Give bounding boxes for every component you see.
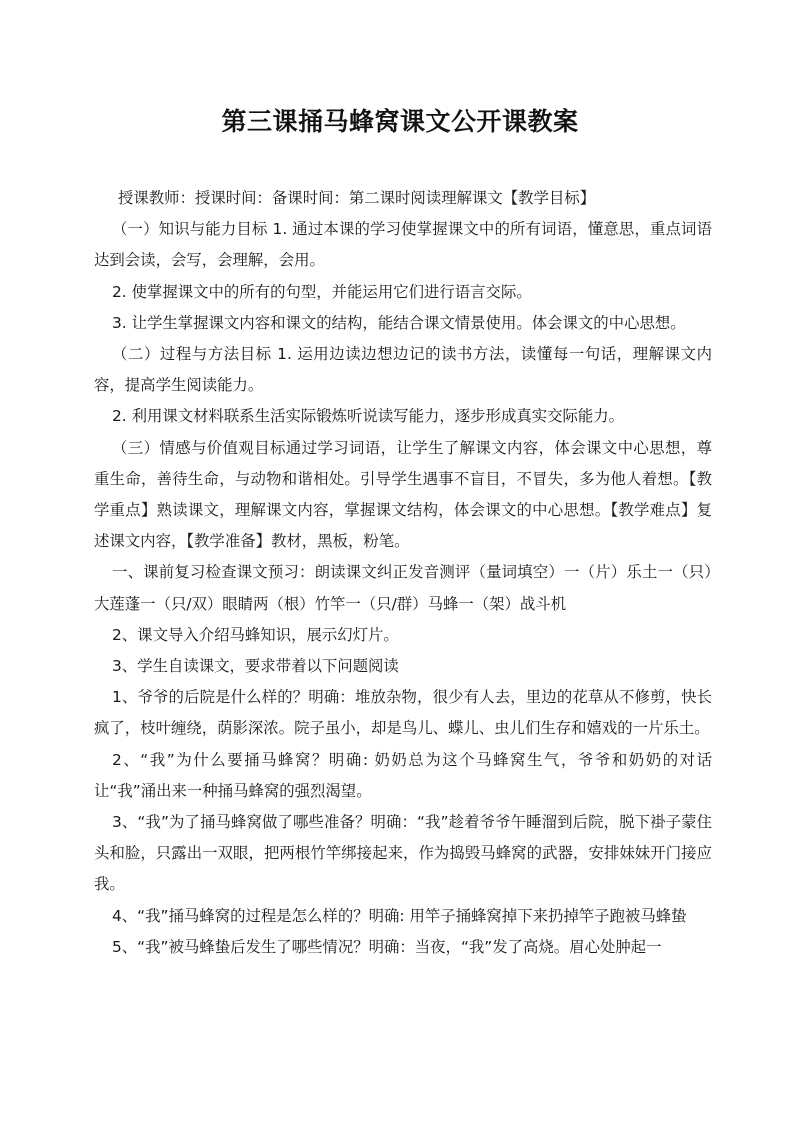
paragraph-header-info: 授课教师：授课时间：备课时间：第二课时阅读理解课文【教学目标】: [118, 189, 596, 207]
document-title: 第三课捅马蜂窝课文公开课教案: [221, 107, 579, 136]
paragraph-knowledge-goal: （一）知识与能力目标 1. 通过本课的学习使掌握课文中的所有词语，懂意思，重点词语达到会读，会写，会理解，会用。: [94, 220, 712, 270]
paragraph-communication-goal: 2. 利用课文材料联系生活实际锻炼听说读写能力，逐步形成真实交际能力。: [112, 407, 625, 426]
paragraph-sentence-pattern-goal: 2. 使掌握课文中的所有的句型，并能运用它们进行语言交际。: [112, 282, 532, 301]
paragraph-content-goal: 3. 让学生掌握课文内容和课文的结构，能结合课文情景使用。体会课文的中心思想。: [112, 313, 686, 332]
paragraph-review: 一、课前复习检查课文预习：朗读课文纠正发音测评（量词填空）一（片）乐土一（只）大莲蓬一（只/双）眼睛两（根）竹竿一（只/群）马蜂一（架）战斗机: [94, 563, 712, 613]
paragraph-question-3: 3、“我”为了捅马蜂窝做了哪些准备？明确：“我”趁着爷爷午睡溜到后院，脱下褂子蒙住头和脸，只露出一双眼，把两根竹竿绑接起来，作为捣毁马蜂窝的武器，安排妹妹开门接应我。: [94, 813, 712, 894]
paragraph-question-4: 4、“我”捅马蜂窝的过程是怎么样的？明确: 用竿子捅蜂窝掉下来扔掉竿子跑被马蜂蛰: [112, 906, 687, 925]
paragraph-question-2: 2、“我”为什么要捅马蜂窝？明确: 奶奶总为这个马蜂窝生气，爷爷和奶奶的对话让“我”涌出来一种捅马蜂窝的强烈渴望。: [94, 750, 712, 800]
paragraph-question-5: 5、“我”被马蜂蛰后发生了哪些情况？明确：当夜，“我”发了高烧。眉心处肿起一: [112, 937, 662, 956]
paragraph-process-goal: （二）过程与方法目标 1. 运用边读边想边记的读书方法，读懂每一句话，理解课文内容，提高学生阅读能力。: [94, 345, 712, 395]
paragraph-emotion-goal: （三）情感与价值观目标通过学习词语，让学生了解课文内容，体会课文中心思想，尊重生命，善待生命，与动物和谐相处。引导学生遇事不盲目，不冒失，多为他人着想。【教学重点】熟读课文，理解课文内容，掌握课文结构，体会课文的中心思想。【教学难点】复述课文内容，【教学准备】教材，黑板，粉笔。: [94, 438, 712, 551]
paragraph-self-reading: 3、学生自读课文，要求带着以下问题阅读: [112, 657, 399, 676]
document-body: [94, 183, 712, 963]
paragraph-introduction: 2、课文导入介绍马蜂知识，展示幻灯片。: [112, 625, 399, 644]
paragraph-question-1: 1、爷爷的后院是什么样的？明确：堆放杂物，很少有人去，里边的花草从不修剪，快长疯了，枝叶缠绕，荫影深浓。院子虽小，却是鸟儿、蝶儿、虫儿们生存和嬉戏的一片乐土。: [94, 688, 712, 738]
